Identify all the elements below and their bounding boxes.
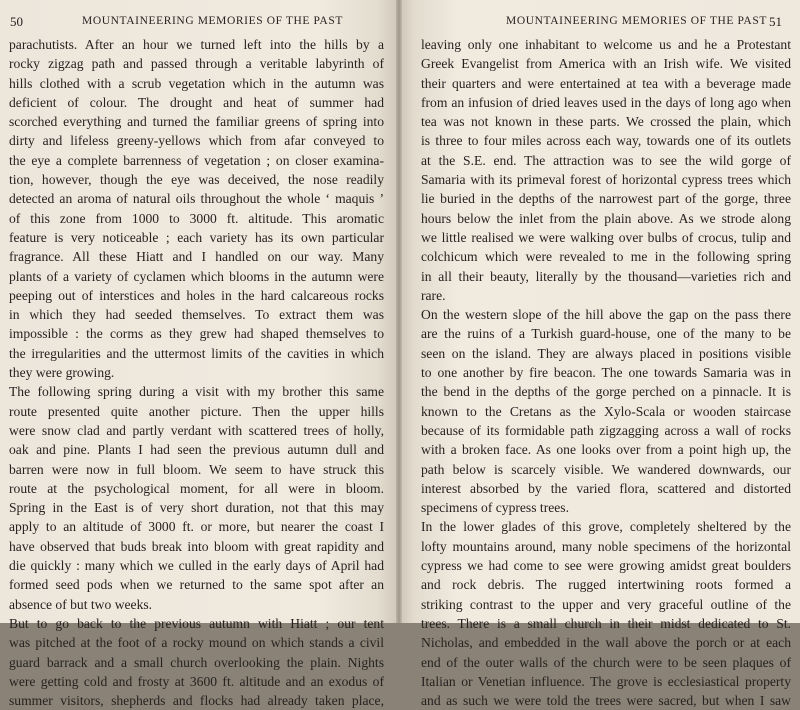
- text-line: because of its formidable path zigzagging across a wall of rocks: [421, 422, 791, 438]
- text-line: detected an aroma of natural oils throughout the whole ‘ maquis ’: [9, 191, 384, 207]
- text-line: dirty and lifeless greeny-yellows which from afar conveyed to: [9, 133, 384, 149]
- text-line: rare.: [421, 287, 446, 303]
- left-running-head: MOUNTAINEERING MEMORIES OF THE PAST: [82, 15, 343, 27]
- text-line: at the S.E. end. The attraction was to see the wild gorge of: [421, 152, 791, 168]
- text-line: the eye a complete barrenness of vegetation ; on closer examina-: [9, 152, 384, 168]
- text-line: and as such we were told the trees were sacred, but when I saw: [421, 693, 791, 709]
- text-line: hills clothed with a scrub vegetation which in the autumn was: [9, 75, 384, 91]
- text-line: oak and pine. Plants I had seen the previous autumn dull and: [9, 442, 384, 458]
- text-line: Samaria with its primeval forest of horizontal cypress trees which: [421, 172, 791, 188]
- text-line: lofty mountains around, many noble specimens of the horizontal: [421, 538, 791, 554]
- text-line: die quickly : many which we culled in the early days of April had: [9, 558, 384, 574]
- text-line: interest absorbed by the varied flora, scattered and distorted: [421, 480, 791, 496]
- text-line: plants of a variety of cyclamen which blooms in the autumn were: [9, 268, 384, 284]
- text-line: in all their beauty, literally by the thousand—varieties rich and: [421, 268, 791, 284]
- text-line: apply to an altitude of 3000 ft. or more, but nearer the coast I: [9, 519, 384, 535]
- text-line: deficient of colour. The drought and heat of summer had: [9, 94, 384, 110]
- text-line: striking contrast to the upper and very graceful outline of the: [421, 596, 791, 612]
- text-line: the bend in the depths of the gorge perched on a pinnacle. It is: [421, 384, 791, 400]
- text-line: fragrance. All these Hiatt and I handled on our way. Many: [9, 249, 384, 265]
- text-line: tea was not known in these parts. We crossed the plain, which: [421, 114, 791, 130]
- text-line: Greek Evangelist from America with an Irish wife. We visited: [421, 56, 791, 72]
- text-line: cypress we had come to see were growing amidst great boulders: [421, 558, 791, 574]
- text-line: In the lower glades of this grove, completely sheltered by the: [421, 519, 791, 535]
- book-gutter: [396, 0, 402, 623]
- text-line: guard barrack and a small church overlooking the plain. Nights: [9, 654, 384, 670]
- right-running-head: MOUNTAINEERING MEMORIES OF THE PAST: [506, 15, 767, 27]
- text-line: the irregularities and the uttermost limits of the cavities in which: [9, 345, 384, 361]
- text-line: in which they had seeded themselves. To extract them was: [9, 307, 384, 323]
- text-line: with a broken face. As one looks over from a point high up, the: [421, 442, 791, 458]
- text-line: were snow clad and partly verdant with scattered trees of holly,: [9, 422, 384, 438]
- text-line: end of the outer walls of the church were to be seen plaques of: [421, 654, 791, 670]
- text-line: and rock debris. The rugged intertwining roots formed a: [421, 577, 791, 593]
- text-line: Spring in the East is of very short duration, not that this may: [9, 500, 384, 516]
- text-line: lie buried in the depths of the narrowest part of the gorge, three: [421, 191, 791, 207]
- text-line: specimens of cypress trees.: [421, 500, 569, 516]
- text-line: Nicholas, and embedded in the wall above the porch or at each: [421, 635, 791, 651]
- text-line: formed seed pods when we returned to the same spot after an: [9, 577, 384, 593]
- text-line: to one another by fire beacon. The one towards Samaria was in: [421, 365, 791, 381]
- text-line: impossible : the corms as they grew had shaped themselves to: [9, 326, 384, 342]
- text-line: leaving only one inhabitant to welcome us and he a Protestant: [421, 37, 791, 52]
- text-line: absence of but two weeks.: [9, 596, 153, 612]
- text-line: But to go back to the previous autumn with Hiatt ; our tent: [9, 615, 384, 631]
- right-page: [398, 0, 800, 709]
- text-line: from an infusion of dried leaves used in the days of long ago when: [421, 94, 791, 110]
- text-line: colchicum which were revealed to me in the following spring: [421, 249, 791, 265]
- text-line: they were growing.: [9, 365, 115, 381]
- text-line: path below is scarcely visible. We wandered downwards, our: [421, 461, 791, 477]
- text-line: their quarters and were entertained at tea with a beverage made: [421, 75, 791, 91]
- text-line: seen on the island. They are always placed in positions visible: [421, 345, 791, 361]
- text-line: peeping out of interstices and holes in the hard calcareous rocks: [9, 287, 384, 303]
- text-line: known to the Cretans as the Xylo-Scala or wooden staircase: [421, 403, 791, 419]
- text-line: trees. There is a small church in their midst dedicated to St.: [421, 615, 791, 631]
- text-line: of this zone from 1000 to 3000 ft. altitude. This aromatic: [9, 210, 384, 226]
- text-line: The following spring during a visit with my brother this same: [9, 384, 384, 400]
- right-page-text: [421, 35, 791, 710]
- text-line: route presented quite another picture. Then the upper hills: [9, 403, 384, 419]
- text-line: On the western slope of the hill above the gap on the pass there: [421, 307, 791, 323]
- text-line: parachutists. After an hour we turned left into the hills by a: [9, 37, 384, 52]
- text-line: scorched everything and turned the familiar greens of spring into: [9, 114, 384, 130]
- text-line: rocky zigzag path and passed through a veritable labyrinth of: [9, 56, 384, 72]
- left-page-text: [9, 35, 384, 710]
- left-page: [0, 0, 398, 709]
- text-line: we little realised we were walking over bulbs of crocus, tulip and: [421, 229, 791, 245]
- left-page-number: 50: [10, 14, 23, 29]
- text-line: were getting cold and frosty at 3600 ft. altitude and an exodus of: [9, 673, 384, 689]
- right-page-number: 51: [769, 14, 782, 29]
- text-line: Italian or Venetian influence. The grove is ecclesiastical property: [421, 673, 791, 689]
- text-line: summer visitors, shepherds and flocks had already taken place,: [9, 693, 384, 709]
- text-line: is three to four miles across each way, towards one of its outlets: [421, 133, 791, 149]
- text-line: tion, however, though the eye was deceived, the nose readily: [9, 172, 384, 188]
- text-line: route at the psychological moment, for all were in bloom.: [9, 480, 384, 496]
- text-line: are the ruins of a Turkish guard-house, one of the many to be: [421, 326, 791, 342]
- text-line: hours below the inlet from the plain above. As we strode along: [421, 210, 791, 226]
- text-line: barren were now in full bloom. We seem to have struck this: [9, 461, 384, 477]
- text-line: have observed that buds break into bloom with great rapidity and: [9, 538, 384, 554]
- text-line: was pitched at the foot of a rocky mound on which stands a civil: [9, 635, 384, 651]
- text-line: feature is very noticeable ; each variety has its own particular: [9, 229, 384, 245]
